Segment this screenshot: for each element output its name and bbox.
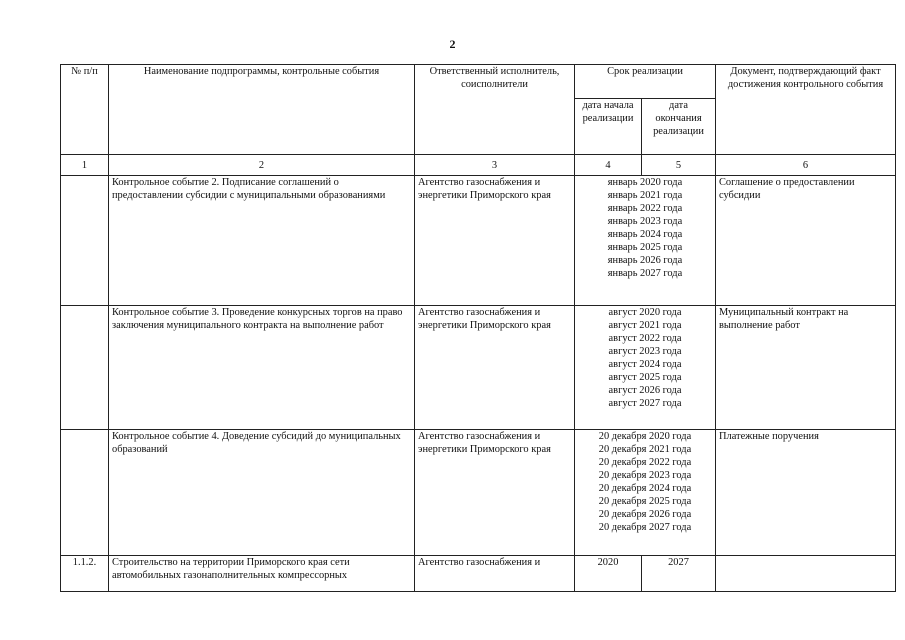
row-name: Контрольное событие 3. Проведение конкурсных торгов на право заключения муниципального контракта на выполнение работ: [109, 306, 415, 430]
date-line: январь 2025 года: [607, 242, 683, 253]
date-line: август 2024 года: [608, 359, 682, 370]
column-number: 4: [575, 155, 642, 176]
date-line: август 2021 года: [608, 320, 682, 331]
header-document: Документ, подтверждающий факт достижения контрольного события: [716, 65, 896, 155]
header-num: № п/п: [61, 65, 109, 155]
row-executor: Агентство газоснабжения и энергетики Приморского края: [415, 430, 575, 556]
row-executor: Агентство газоснабжения и: [415, 556, 575, 592]
row-end: 2027: [642, 556, 716, 592]
row-dates: [575, 306, 716, 430]
column-number: 2: [109, 155, 415, 176]
date-line: 20 декабря 2022 года: [598, 457, 692, 468]
row-num: [61, 176, 109, 306]
row-dates: [575, 176, 716, 306]
date-line: январь 2021 года: [607, 190, 683, 201]
row-name: Контрольное событие 2. Подписание соглашений о предоставлении субсидии с муниципальными образованиями: [109, 176, 415, 306]
column-number: 3: [415, 155, 575, 176]
row-num: [61, 430, 109, 556]
date-line: август 2025 года: [608, 372, 682, 383]
column-number: 6: [716, 155, 896, 176]
row-num: 1.1.2.: [61, 556, 109, 592]
row-dates: [575, 430, 716, 556]
date-line: январь 2022 года: [607, 203, 683, 214]
column-number: 5: [642, 155, 716, 176]
column-number: 1: [61, 155, 109, 176]
date-line: 20 декабря 2023 года: [598, 470, 692, 481]
date-line: 20 декабря 2024 года: [598, 483, 692, 494]
table-row: [61, 556, 896, 592]
date-line: январь 2024 года: [607, 229, 683, 240]
header-row-top: [61, 65, 896, 99]
header-period: Срок реализации: [575, 65, 716, 99]
header-start: дата начала реализации: [575, 99, 642, 155]
date-line: 20 декабря 2020 года: [598, 431, 692, 442]
row-name: Строительство на территории Приморского края сети автомобильных газонаполнительных компрессорных: [109, 556, 415, 592]
table-row: [61, 430, 896, 556]
row-document: Платежные поручения: [716, 430, 896, 556]
page-number: 2: [449, 37, 456, 51]
row-num: [61, 306, 109, 430]
row-executor: Агентство газоснабжения и энергетики Приморского края: [415, 306, 575, 430]
table-row: [61, 176, 896, 306]
table-row: [61, 306, 896, 430]
date-line: 20 декабря 2021 года: [598, 444, 692, 455]
date-line: август 2020 года: [608, 307, 682, 318]
header-end: дата окончания реализации: [642, 99, 716, 155]
date-line: август 2026 года: [608, 385, 682, 396]
row-name: Контрольное событие 4. Доведение субсидий до муниципальных образований: [109, 430, 415, 556]
row-document: Муниципальный контракт на выполнение работ: [716, 306, 896, 430]
date-line: январь 2027 года: [607, 268, 683, 279]
header-name: Наименование подпрограммы, контрольные события: [109, 65, 415, 155]
date-line: август 2027 года: [608, 398, 682, 409]
row-document: [716, 556, 896, 592]
date-line: 20 декабря 2025 года: [598, 496, 692, 507]
row-executor: Агентство газоснабжения и энергетики Приморского края: [415, 176, 575, 306]
column-number-row: [61, 155, 896, 176]
header-executor: Ответственный исполнитель, соисполнители: [415, 65, 575, 155]
row-start: 2020: [575, 556, 642, 592]
date-line: август 2022 года: [608, 333, 682, 344]
date-line: январь 2026 года: [607, 255, 683, 266]
control-events-table: [60, 64, 896, 592]
date-line: 20 декабря 2026 года: [598, 509, 692, 520]
row-document: Соглашение о предоставлении субсидии: [716, 176, 896, 306]
date-line: август 2023 года: [608, 346, 682, 357]
date-line: 20 декабря 2027 года: [598, 522, 692, 533]
date-line: январь 2020 года: [607, 177, 683, 188]
date-line: январь 2023 года: [607, 216, 683, 227]
